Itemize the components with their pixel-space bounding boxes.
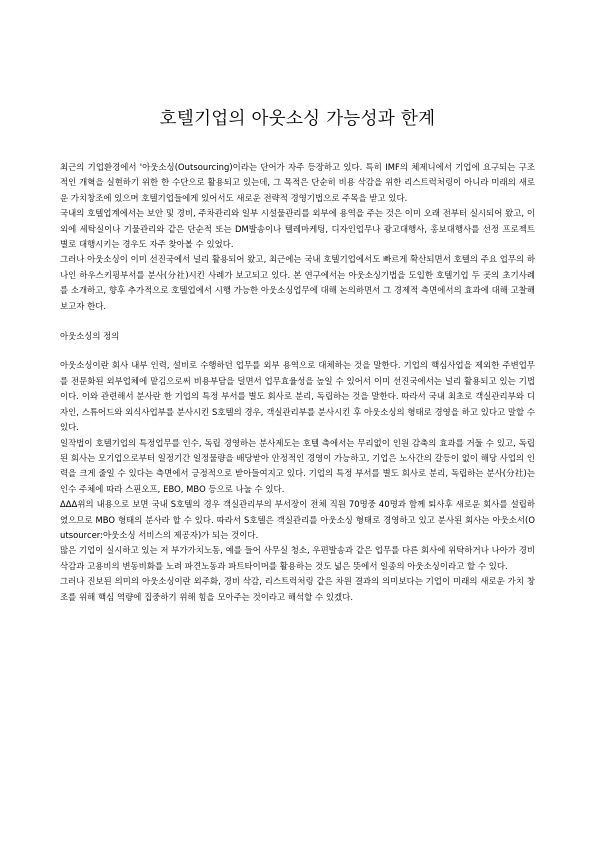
document-title: 호텔기업의 아웃소싱 가능성과 한계 <box>159 109 436 129</box>
section-heading: 아웃소싱의 정의 <box>60 331 120 342</box>
section-paragraph-5: 그러나 진보된 의미의 아웃소싱이란 외주화, 경비 삭감, 리스트럭처링 같은 차원 결과의 의미보다는 기업이 미래의 새로운 가치 창조를 위해 핵심 역량에 집중하기 위해 힘을 모아주는 것이라고 해석할 수 있겠다. <box>60 576 535 602</box>
intro-paragraph-2: 국내의 호텔업계에서는 보안 및 경비, 주차관리와 일부 시설물관리를 외부에 용역을 주는 것은 이미 오래 전부터 실시되어 왔고, 이외에 세탁실이나 기물관리와 같은 단순적 또는 DM발송이나 텔레마케팅, 디자인업무나 광고대행사, 홍보대행사를 선정 프로젝트별로 대행시키는 경우도 자주 찾아볼 수 있었다. <box>60 208 535 250</box>
intro-section <box>60 160 535 314</box>
intro-paragraph-3: 그러나 아웃소싱이 이미 선진국에서 널리 활용되어 왔고, 최근에는 국내 호텔기업에서도 빠르게 확산되면서 호텔의 주요 업무의 하나인 하우스키핑부서를 분사(分社)시킨 사례가 보고되고 있다. 본 연구에서는 아웃소싱기법을 도입한 호텔기업 두 곳의 초기사례를 소개하고, 향후 추가적으로 호텔업에서 시행 가능한 아웃소싱업무에 대해 논의하면서 그 경제적 측면에서의 효과에 대해 고찰해 보고자 한다. <box>60 254 535 311</box>
section-paragraph-4: 많은 기업이 실시하고 있는 저 부가가치노동, 예를 들어 사무실 청소, 우편발송과 같은 업무를 다른 회사에 위탁하거나 나아가 경비삭감과 고용비의 변동비화를 노려 파견노동과 파트타이머를 활용하는 것도 넓은 뜻에서 일종의 아웃소싱이라고 할 수 있다. <box>60 545 535 571</box>
definition-section <box>60 358 535 605</box>
section-paragraph-1: 아웃소싱이란 회사 내부 인력, 설비로 수행하던 업무를 외부 용역으로 대체하는 것을 말한다. 기업의 핵심사업을 제외한 주변업무를 전문화된 외부업체에 맡김으로써 비용부담을 덜면서 업무효율성을 높일 수 있어서 이미 선진국에서는 널리 활용되고 있는 기법이다. 이와 관련해서 분사란 한 기업의 특정 부서를 별도 회사로 분리, 독립하는 것을 말한다. 따라서 국내 최초로 객실관리부와 디자인, 스튜어드와 외식사업부를 분사시킨 S호텔의 경우, 객실관리부를 분사시킨 후 아웃소싱의 형태로 경영을 하고 있다고 말할 수 있다. <box>60 360 535 433</box>
section-paragraph-2: 일작법이 호텔기업의 특정업무를 인수, 독립 경영하는 분사제도는 호텔 측에서는 무리없이 인원 감축의 효과를 거둘 수 있고, 독립된 회사는 모기업으로부터 일정기간 일정물량을 배당받아 안정적인 경영이 가능하고, 기업은 노사간의 갈등이 없이 해당 사업의 인력을 크게 줄일 수 있다는 측면에서 긍정적으로 받아들여지고 있다. 기업의 특정 부서를 별도 회사로 분리, 독립하는 분사(分社)는 인수 주체에 따라 스핀오프, EBO, MBO 등으로 나눌 수 있다. <box>60 437 535 494</box>
section-paragraph-3: ΔΔΔ위의 내용으로 보면 국내 S호텔의 경우 객실관리부의 부서장이 전체 직원 70명중 40명과 함께 퇴사후 새로운 회사를 설립하였으므로 MBO 형태의 분사라 할 수 있다. 따라서 S호텔은 객실관리를 아웃소싱 형태로 경영하고 있고 분사된 회사는 아웃소서(Outsourcer:아웃소싱 서비스의 제공자)가 되는 것이다. <box>60 499 535 540</box>
intro-paragraph-1: 최근의 기업환경에서 '아웃소싱(Outsourcing)이라는 단어가 자주 등장하고 있다. 특히 IMF의 체제니에서 기업에 요구되는 구조적인 개혁을 실현하기 위한 한 수단으로 활용되고 있는데, 그 목적은 단순히 비용 삭감을 위한 리스트럭처링이 아니라 미래의 새로운 가치창조에 있으며 호텔기업들에게 있어서도 새로운 전략적 경영기법으로 주목을 받고 있다. <box>60 162 535 203</box>
